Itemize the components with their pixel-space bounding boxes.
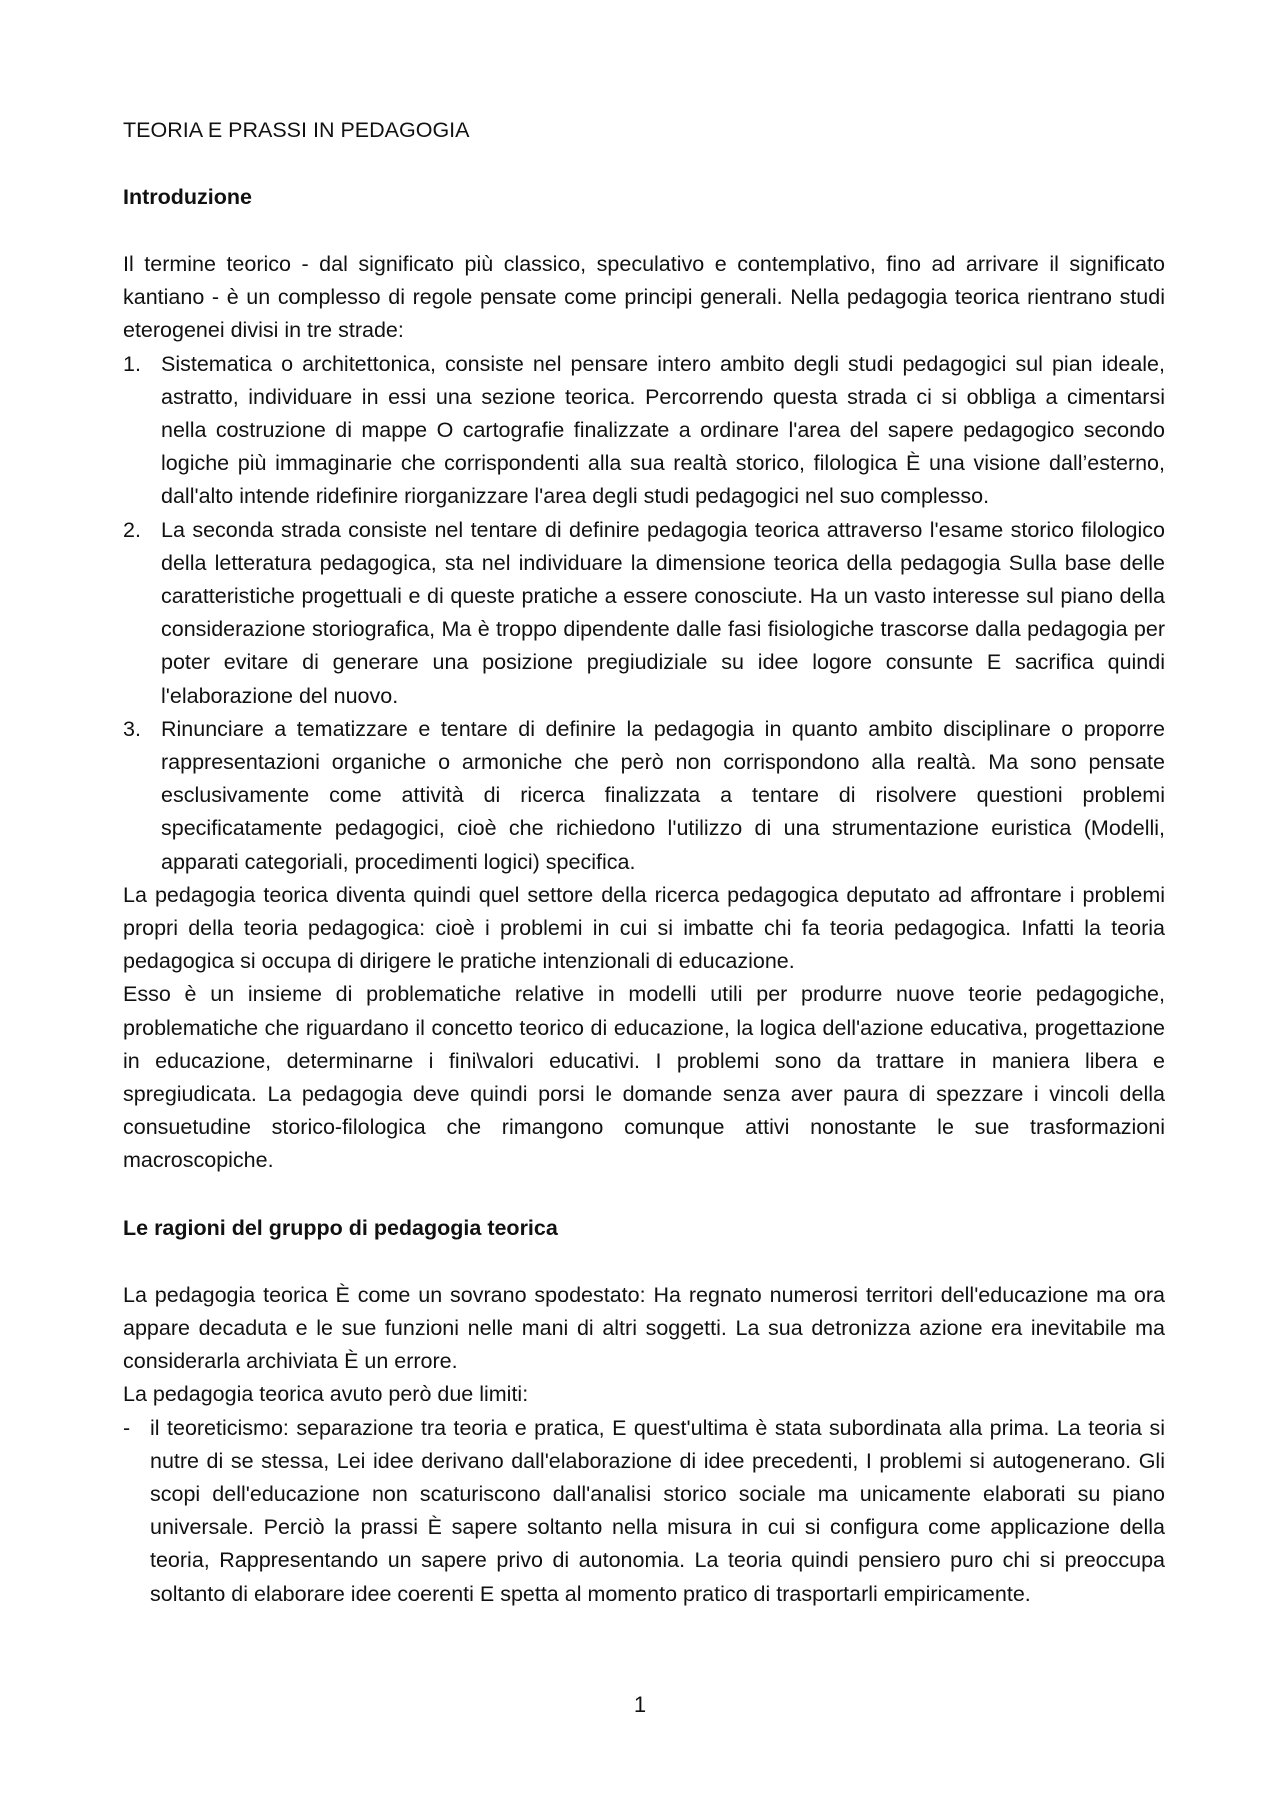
strade-list — [123, 348, 1165, 879]
intro-section — [123, 181, 1165, 1178]
list-item-text: La seconda strada consiste nel tentare di definire pedagogia teorica attraverso l'esame storico filologico della letteratura pedagogica, sta nel individuare la dimensione teorica della pedagogia Sulla base delle caratteristiche progettuali e di queste pratiche a essere conosciute. Ha un vasto interesse sul piano della considerazione storiografica, Ma è troppo dipendente dalle fasi fisiologiche trascorse dalla pedagogia per poter evitare di generare una posizione pregiudiziale su idee logore consunte E sacrifica quindi l'elaborazione del nuovo. — [161, 517, 1165, 708]
body-paragraph: La pedagogia teorica diventa quindi quel settore della ricerca pedagogica deputato ad affrontare i problemi propri della teoria pedagogica: cioè i problemi in cui si imbatte chi fa teoria pedagogica. Infatti la teoria pedagogica si occupa di dirigere le pratiche intenzionali di educazione. — [123, 882, 1165, 974]
document-title: TEORIA E PRASSI IN PEDAGOGIA — [123, 118, 470, 142]
limiti-list — [123, 1412, 1165, 1611]
list-marker: 1. — [123, 351, 141, 376]
document-page — [123, 114, 1165, 1611]
list-item-text: Sistematica o architettonica, consiste nel pensare intero ambito degli studi pedagogici sul pian ideale, astratto, individuare in essi una sezione teorica. Percorrendo questa strada ci si obbliga a cimentarsi nella costruzione di mappe O cartografie finalizzate a ordinare l'area del sapere pedagogico secondo logiche più immaginarie che corrispondenti alla sua realtà storico, filologica È una visione dall’esterno, dall'alto intende ridefinire riorganizzare l'area degli studi pedagogici nel suo complesso. — [161, 351, 1165, 509]
list-marker: 3. — [123, 716, 141, 741]
list-item — [123, 348, 1165, 514]
ragioni-section — [123, 1212, 1165, 1611]
body-paragraph: La pedagogia teorica avuto però due limiti: — [123, 1382, 529, 1407]
list-item-text: il teoreticismo: separazione tra teoria e pratica, E quest'ultima è stata subordinata alla prima. La teoria si nutre di se stessa, Lei idee derivano dall'elaborazione di idee precedenti, I problemi si autogenerano. Gli scopi dell'educazione non scaturiscono dall'analisi storico sociale ma unicamente elaborati su piano universale. Perciò la prassi È sapere soltanto nella misura in cui si configura come applicazione della teoria, Rappresentando un sapere privo di autonomia. La teoria quindi pensiero puro chi si preoccupa soltanto di elaborare idee coerenti E spetta al momento pratico di trasportarli empiricamente. — [150, 1415, 1165, 1606]
list-item-text: Rinunciare a tematizzare e tentare di definire la pedagogia in quanto ambito disciplinare o proporre rappresentazioni organiche o armoniche che però non corrispondono alla realtà. Ma sono pensate esclusivamente come attività di ricerca finalizzata a tentare di risolvere questioni problemi specificatamente pedagogici, cioè che richiedono l'utilizzo di una strumentazione euristica (Modelli, apparati categoriali, procedimenti logici) specifica. — [161, 716, 1165, 874]
list-item — [123, 713, 1165, 879]
ragioni-heading: Le ragioni del gruppo di pedagogia teorica — [123, 1215, 558, 1240]
list-marker: 2. — [123, 517, 141, 542]
body-paragraph: La pedagogia teorica È come un sovrano spodestato: Ha regnato numerosi territori dell'educazione ma ora appare decaduta e le sue funzioni nelle mani di altri soggetti. La sua detronizza azione era inevitabile ma considerarla archiviata È un errore. — [123, 1282, 1165, 1374]
list-item — [123, 514, 1165, 713]
list-item — [123, 1412, 1165, 1611]
intro-heading: Introduzione — [123, 185, 252, 209]
intro-paragraph: Il termine teorico - dal significato più classico, speculativo e contemplativo, fino ad arrivare il significato kantiano - è un complesso di regole pensate come principi generali. Nella pedagogia teorica rientrano studi eterogenei divisi in tre strade: — [123, 252, 1165, 343]
list-marker: - — [123, 1415, 131, 1440]
body-paragraph: Esso è un insieme di problematiche relative in modelli utili per produrre nuove teorie pedagogiche, problematiche che riguardano il concetto teorico di educazione, la logica dell'azione educativa, progettazione in educazione, determinarne i fini\valori educativi. I problemi sono da trattare in maniera libera e spregiudicata. La pedagogia deve quindi porsi le domande senza aver paura di spezzare i vincoli della consuetudine storico-filologica che rimangono comunque attivi nonostante le sue trasformazioni macroscopiche. — [123, 982, 1165, 1173]
page-number: 1 — [633, 1692, 647, 1717]
